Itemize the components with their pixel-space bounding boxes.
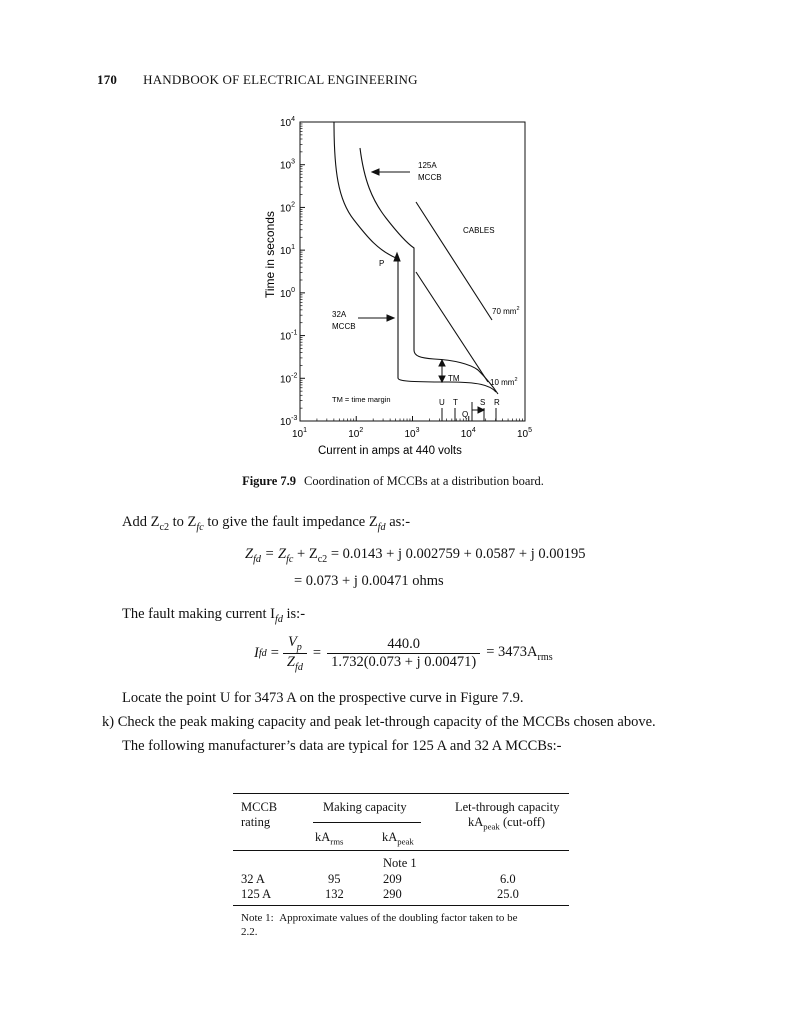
eq1-b: + Z bbox=[293, 546, 318, 562]
p1-text-c: to give the fault impedance Z bbox=[203, 514, 378, 530]
row2-let: 25.0 bbox=[497, 887, 519, 901]
eq3-num2: 440.0 bbox=[387, 635, 420, 652]
th-kapeak-sub: peak bbox=[397, 836, 414, 847]
th-karms-sub: rms bbox=[330, 836, 344, 847]
eq3-den1-sub: fd bbox=[295, 661, 303, 673]
label-p: P bbox=[379, 259, 385, 268]
table-bottom-rule bbox=[233, 905, 569, 906]
eq1-rest: = 0.0143 + j 0.002759 + 0.0587 + j 0.00195 bbox=[327, 546, 586, 562]
p2-sub: fd bbox=[275, 613, 283, 625]
y-tick-label: $10^2$ bbox=[280, 201, 296, 215]
x-tick-label: $10^5$ bbox=[517, 427, 533, 440]
y-tick-label: $10^{-3}$ bbox=[280, 415, 298, 428]
plot-frame bbox=[300, 122, 525, 421]
y-tick-label: $10^1$ bbox=[280, 244, 296, 258]
eq1-a-sub: fc bbox=[286, 553, 294, 565]
paragraph-add-impedance bbox=[122, 514, 410, 533]
y-tick-label: $10^{-1}$ bbox=[280, 329, 298, 343]
th-kapeak bbox=[382, 830, 414, 847]
row2-peak: 290 bbox=[383, 887, 402, 901]
equation-zfd bbox=[245, 546, 586, 565]
tm-arrow-down bbox=[439, 376, 445, 382]
eq1-b-sub: c2 bbox=[317, 553, 328, 565]
paragraph-fault-current bbox=[122, 606, 305, 625]
th-kapeak-cut: kA bbox=[468, 815, 484, 829]
q-arrow bbox=[478, 407, 484, 413]
y-axis-label: Time in seconds bbox=[263, 211, 277, 298]
row1-rating: 32 A bbox=[241, 872, 265, 886]
book-title: HANDBOOK OF ELECTRICAL ENGINEERING bbox=[143, 72, 418, 87]
eq1-a: = Z bbox=[260, 546, 287, 562]
curve-125a-mccb bbox=[360, 148, 498, 394]
arrow-125a-head bbox=[372, 169, 379, 175]
y-tick-label: $10^3$ bbox=[280, 158, 296, 172]
th-kapeak-cut-sub: peak bbox=[483, 821, 500, 832]
label-q: Q bbox=[462, 410, 469, 419]
arrow-32a-head bbox=[387, 315, 394, 321]
th-karms bbox=[315, 830, 343, 847]
label-10mm2 bbox=[490, 377, 518, 387]
eq3-lhs-sub: fd bbox=[258, 647, 267, 659]
p1-sub-fc: fc bbox=[196, 521, 204, 533]
eq3-den2: 1.732(0.073 + j 0.00471) bbox=[327, 653, 480, 671]
y-tick-label: $10^{-2}$ bbox=[280, 372, 298, 386]
th-cutoff: (cut-off) bbox=[499, 815, 546, 829]
eq1-lhs-sub: fd bbox=[253, 553, 261, 565]
th-rating: rating bbox=[241, 815, 271, 829]
curve-32a-mccb bbox=[334, 122, 496, 392]
tm-arrow-up bbox=[439, 360, 445, 366]
equation-zfd-result: = 0.073 + j 0.00471 ohms bbox=[294, 573, 444, 589]
label-125a: 125A bbox=[418, 161, 437, 170]
label-32a-mccb: MCCB bbox=[332, 322, 356, 331]
p1-text-d: as:- bbox=[385, 514, 411, 530]
making-capacity-rule bbox=[313, 822, 421, 823]
x-tick-label: $10^1$ bbox=[292, 427, 308, 440]
label-tm: TM bbox=[448, 374, 460, 383]
eq3-num1: V bbox=[287, 634, 297, 650]
label-tm-note: TM = time margin bbox=[332, 395, 391, 404]
label-70mm2 bbox=[492, 306, 520, 316]
x-tick-label: $10^4$ bbox=[460, 427, 476, 440]
fraction-numeric bbox=[327, 636, 480, 671]
th-let-through: Let-through capacity bbox=[455, 800, 560, 814]
row1-rms: 95 bbox=[328, 872, 341, 886]
th-mccb: MCCB bbox=[241, 800, 278, 814]
figure-caption bbox=[0, 474, 786, 489]
label-u: U bbox=[439, 398, 445, 407]
eq3-result-sub: rms bbox=[537, 651, 553, 663]
y-ticks bbox=[280, 116, 305, 428]
p1-text-a: Add Z bbox=[122, 514, 160, 530]
th-kapeak-text: kA bbox=[382, 830, 398, 844]
th-making-capacity: Making capacity bbox=[323, 800, 407, 814]
label-cables: CABLES bbox=[463, 226, 495, 235]
label-70mm: 70 mm bbox=[492, 307, 517, 316]
label-70mm-sq: 2 bbox=[516, 306, 520, 312]
caption-text: Coordination of MCCBs at a distribution board. bbox=[304, 474, 544, 488]
p2-text-a: The fault making current I bbox=[122, 606, 275, 622]
row1-peak: 209 bbox=[383, 872, 402, 886]
note-ref: Note 1 bbox=[383, 856, 417, 870]
fraction-vp-zfd bbox=[283, 634, 307, 673]
th-kapeak-cutoff bbox=[468, 815, 545, 832]
label-125a-mccb: MCCB bbox=[418, 173, 442, 182]
label-32a: 32A bbox=[332, 310, 347, 319]
p2-text-b: is:- bbox=[282, 606, 306, 622]
label-t: T bbox=[453, 398, 458, 407]
label-10mm-sq: 2 bbox=[514, 377, 518, 383]
eq3-lhs: I bbox=[254, 644, 259, 661]
footnote-label: Note 1: bbox=[241, 912, 274, 924]
eq3-result: = 3473A bbox=[486, 643, 538, 660]
running-header bbox=[97, 72, 418, 88]
label-s: S bbox=[480, 398, 486, 407]
x-axis-label: Current in amps at 440 volts bbox=[318, 445, 462, 457]
footnote-line1 bbox=[241, 912, 517, 924]
cable-10mm2-line bbox=[416, 272, 488, 382]
x-tick-label: $10^2$ bbox=[348, 427, 364, 440]
caption-label: Figure 7.9 bbox=[242, 474, 296, 488]
y-tick-label: $10^0$ bbox=[280, 286, 296, 300]
figure-7-9-chart bbox=[258, 110, 558, 470]
footnote-text: Approximate values of the doubling factor taken to be bbox=[279, 912, 518, 924]
th-karms-text: kA bbox=[315, 830, 331, 844]
y-tick-label: $10^4$ bbox=[280, 116, 296, 129]
row2-rating: 125 A bbox=[241, 887, 272, 901]
label-r: R bbox=[494, 398, 500, 407]
page-number: 170 bbox=[97, 72, 118, 87]
p1-sub-c2: c2 bbox=[159, 521, 170, 533]
eq1-lhs: Z bbox=[245, 546, 254, 562]
cable-70mm2-line bbox=[416, 202, 492, 320]
paragraph-locate-u: Locate the point U for 3473 A on the prospective curve in Figure 7.9. bbox=[122, 690, 524, 706]
paragraph-check-capacity: k) Check the peak making capacity and peak let-through capacity of the MCCBs chosen above. bbox=[102, 714, 656, 730]
eq3-den1: Z bbox=[286, 653, 295, 670]
table-top-rule bbox=[233, 793, 569, 794]
p1-sub-fd: fd bbox=[377, 521, 386, 533]
footnote-line2: 2.2. bbox=[241, 926, 258, 938]
equation-ifd: I fd = $\frac{V_p}{Z_{fd}}$ = $\frac{440.0}{1.732(0.073 + j 0.00471)}$ = $3473A_{rms}$ bbox=[254, 634, 553, 673]
paragraph-manufacturer-data: The following manufacturer’s data are typical for 125 A and 32 A MCCBs:- bbox=[122, 738, 562, 754]
row2-rms: 132 bbox=[325, 887, 344, 901]
table-header-rule bbox=[233, 850, 569, 851]
p1-text-b: to Z bbox=[169, 514, 197, 530]
x-tick-label: $10^3$ bbox=[404, 427, 420, 440]
label-10mm: 10 mm bbox=[490, 378, 515, 387]
eq3-num1-sub: p bbox=[296, 641, 302, 653]
row1-let: 6.0 bbox=[500, 872, 516, 886]
